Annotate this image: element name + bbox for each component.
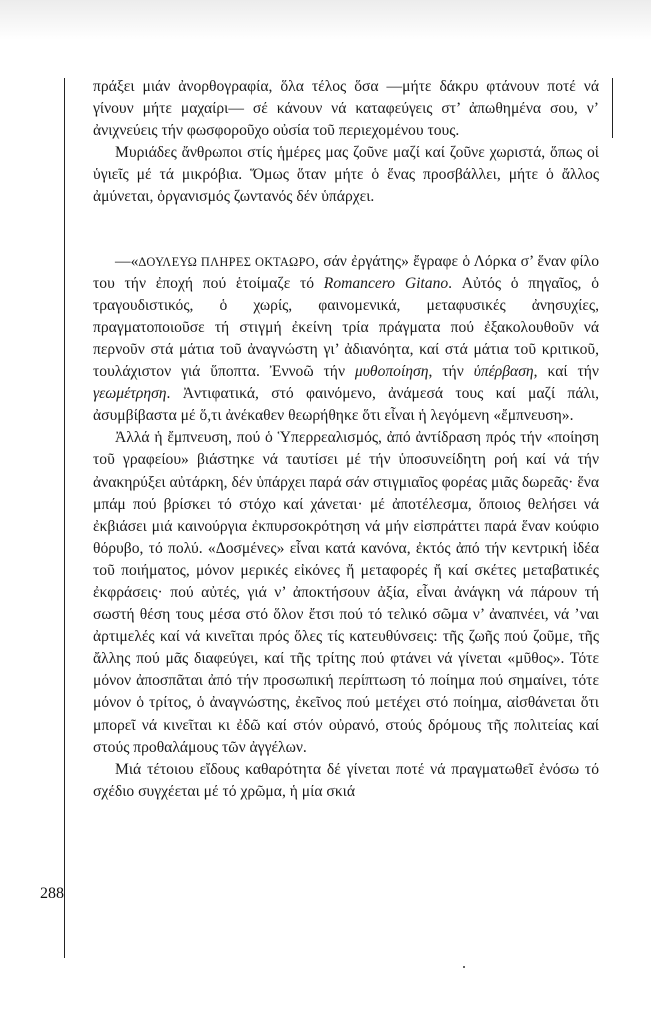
- page-number: 288: [40, 885, 64, 902]
- lead-dash: —«: [115, 252, 139, 270]
- p3-italic-title: Romancero Gitano: [323, 274, 449, 292]
- p3-text-a: , σάν ἐργάτης» ἔγραφε ὁ Λόρκα σ’ ἕναν φίλο του τήν ἐποχή πού ἑτοίμαζε τό: [93, 252, 599, 292]
- p3-text-b: . Αὐτός ὁ πηγαῖος, ὁ τραγουδιστικός, ὁ χωρίς, φαινομενικά, μεταφυσικές ἀνησυχίες, πραγματοποιοῦσε τή στιγμή ἐκείνη τρία πράγματα πού ἐξακολουθοῦν νά περνοῦν στά μάτια τοῦ ἀναγνώστη γι’ ἀδιανόητα, καί στά μάτια τοῦ κριτικοῦ, τουλάχιστον γιά ὕποπτα. Ἐννοῶ τήν: [93, 274, 599, 381]
- p3-italic-transcendence: ὑπέρβαση: [473, 363, 534, 381]
- p3-text-e: . Ἀντιφατικά, στό φαινόμενο, ἀνάμεσά τους καί μαζί πάλι, ἀσυμβίβαστα μέ ὅ,τι ἀνέκαθεν θεωρήθηκε ὅτι εἶναι ἡ λεγόμενη «ἔμπνευση».: [93, 385, 599, 425]
- scan-shadow: [0, 0, 651, 40]
- paragraph-1: πράξει μιάν ἀνορθογραφία, ὅλα τέλος ὅσα —μήτε δάκρυ φτάνουν ποτέ νά γίνουν μήτε μαχαίρι— σέ κάνουν νά καταφεύγεις στ’ ἀπωθημένα σου, ν’ ἀνιχνεύεις τήν φωσφοροῦχο οὐσία τοῦ περιεχομένου τους.: [93, 78, 599, 140]
- right-margin-rule: [612, 78, 613, 138]
- paragraph-2: Μυριάδες ἄνθρωποι στίς ἡμέρες μας ζοῦνε μαζί καί ζοῦνε χωριστά, ὅπως οἱ ὑγιεῖς μέ τά μικρόβια. Ὅμως ὅταν μήτε ὁ ἕνας προσβάλλει, μήτε ὁ ἄλλος ἀμύνεται, ὀργανισμός ζωντανός δέν ὑπάρχει.: [93, 144, 599, 206]
- scan-speck: [463, 966, 465, 968]
- body-text: [93, 76, 599, 803]
- p3-italic-geometrization: γεωμέτρηση: [93, 385, 167, 403]
- p3-text-c: , τήν: [428, 363, 474, 381]
- section-gap: [93, 209, 599, 251]
- p3-italic-mythopoiesis: μυθοποίηση: [354, 363, 429, 381]
- paragraph-5: Μιά τέτοιου εἴδους καθαρότητα δέ γίνεται ποτέ νά πραγματωθεῖ ἐνόσω τό σχέδιο συγχέεται μέ τό χρῶμα, ἡ μία σκιά: [93, 760, 599, 800]
- paragraph-4: Ἀλλά ἡ ἔμπνευση, πού ὁ Ὑπερρεαλισμός, ἀπό ἀντίδραση πρός τήν «ποίηση τοῦ γραφείου» βιάστηκε νά ταυτίσει μέ τήν ὑποσυνείδητη ροή καί νά τήν ἀνακηρύξει αὐτάρκη, δέν ὑπάρχει παρά σάν στιγμιαῖος φορέας μιᾶς δωρεᾶς· ἕνα μπάμ πού βρίσκει τό στόχο καί χάνεται· μέ ἀποτέλεσμα, ὅποιος θελήσει νά ἐκβιάσει μιά καινούργια ἐκπυρσοκρότηση νά μήν εἰσπράττει παρά ἕναν κούφιο θόρυβο, τό πολύ. «Δοσμένες» εἶναι κατά κανόνα, ἐκτός ἀπό τήν κεντρική ἰδέα τοῦ ποιήματος, μόνον μερικές εἰκόνες ἤ μεταφορές ἤ καί σκέτες μεταβατικές ἐκφράσεις· πού αὐτές, γιά ν’ ἀποκτήσουν ἀξία, εἶναι ἀνάγκη νά πάρουν τή σωστή θέση τους μέσα στό ὅλον ἔτσι πού τό τελικό σῶμα ν’ ἀναπνέει, νά ’ναι ἀρτιμελές καί νά κινεῖται πρός ὅλες τίς κατευθύνσεις: τῆς ζωῆς πού ζοῦμε, τῆς ἄλλης πού μᾶς διαφεύγει, καί τῆς τρίτης πού φτάνει νά γίνεται «μῦθος». Τότε μόνον ἀποσπᾶται ἀπό τήν προσωπική περίπτωση τό ποίημα πού σημαίνει, τότε μόνον ὁ τρίτος, ὁ ἀναγνώστης, ἐκεῖνος πού μετέχει στό ποίημα, αἰσθάνεται ὅτι μπορεῖ νά κινεῖται κι ἐδῶ καί στόν οὐρανό, στούς δρόμους τῆς πολιτείας καί στούς προθαλάμους τῶν ἀγγέλων.: [93, 429, 599, 756]
- paragraph-3: [93, 251, 599, 428]
- left-margin-rule: [64, 78, 65, 958]
- p3-text-d: , καί τήν: [533, 363, 599, 381]
- lead-small-caps: ΔΟΥΛΕΥΩ ΠΛΗΡΕΣ ΟΚΤΑΩΡΟ: [138, 254, 316, 269]
